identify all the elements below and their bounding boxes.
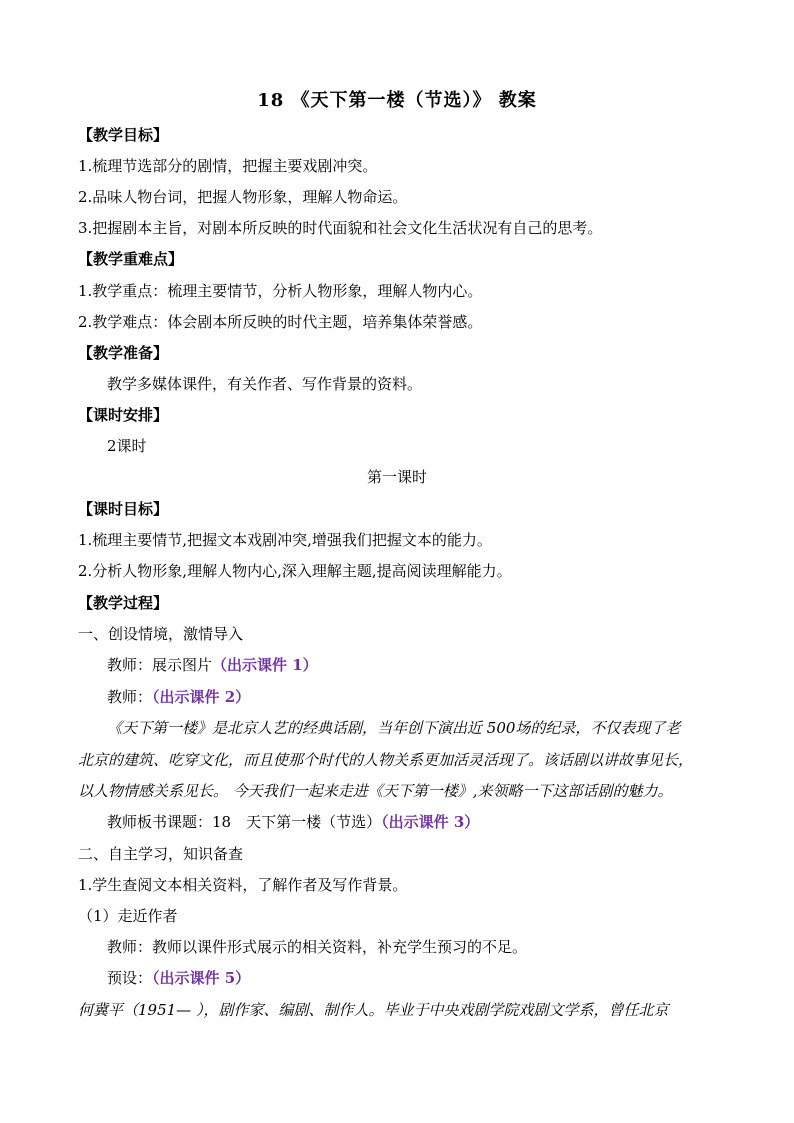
preset-line	[107, 967, 250, 988]
lesson-goal-2: 2.分析人物形象,理解人物内心,深入理解主题,提高阅读理解能力。	[78, 562, 512, 580]
part2-teacher-line: 教师：教师以课件形式展示的相关资料，补充学生预习的不足。	[107, 938, 528, 956]
intro-paragraph-line-1: 《天下第一楼》是北京人艺的经典话剧，当年创下演出近 500场的纪录，不仅表现了老	[107, 719, 681, 737]
lesson-goal-1: 1.梳理主要情节,把握文本戏剧冲突,增强我们把握文本的能力。	[78, 531, 492, 549]
board-line	[107, 811, 479, 832]
teacher-line-1-text: 教师：展示图片	[107, 656, 213, 674]
preset-line-text: 预设：	[107, 969, 153, 987]
courseware-tag-2: （出示课件 2）	[152, 688, 251, 706]
page-title: 18 《天下第一楼（节选）》 教案	[257, 90, 537, 111]
teacher-line-2	[107, 686, 250, 707]
prep-text: 教学多媒体课件，有关作者、写作背景的资料。	[107, 375, 423, 393]
part-heading-2: 二、自主学习，知识备查	[78, 845, 244, 863]
section-heading-goals: 【教学目标】	[78, 126, 169, 144]
intro-paragraph-line-2: 北京的建筑、吃穿文化，而且使那个时代的人物关系更加活灵活现了。该话剧以讲故事见长，	[78, 751, 694, 769]
section-heading-process: 【教学过程】	[78, 594, 169, 612]
time-text: 2课时	[107, 437, 147, 455]
section-heading-time: 【课时安排】	[78, 406, 169, 424]
board-line-text: 教师板书课题：18 天下第一楼（节选）	[107, 813, 382, 831]
section-heading-prep: 【教学准备】	[78, 344, 169, 362]
intro-paragraph-line-3: 以人物情感关系见长。 今天我们一起来走进《天下第一楼》,来领略一下这部话剧的魅力。	[78, 782, 673, 800]
author-intro-line: 何冀平（1951— ），剧作家、编剧、制作人。毕业于中央戏剧学院戏剧文学系，曾任北京	[78, 1001, 669, 1019]
goal-item-1: 1.梳理节选部分的剧情，把握主要戏剧冲突。	[78, 157, 378, 175]
goal-item-3: 3.把握剧本主旨，对剧本所反映的时代面貌和社会文化生活状况有自己的思考。	[78, 219, 603, 237]
lesson-heading: 第一课时	[366, 468, 427, 486]
teacher-line-2-text: 教师：	[107, 688, 153, 706]
key-item-2: 2.教学难点：体会剧本所反映的时代主题，培养集体荣誉感。	[78, 313, 483, 331]
section-heading-lesson-goals: 【课时目标】	[78, 500, 169, 518]
key-item-1: 1.教学重点：梳理主要情节，分析人物形象，理解人物内心。	[78, 282, 483, 300]
courseware-tag-1: （出示课件 1）	[212, 656, 318, 674]
part2-subheading: （1）走近作者	[78, 907, 178, 925]
part-heading-1: 一、创设情境，激情导入	[78, 625, 244, 643]
courseware-tag-5: （出示课件 5）	[152, 969, 251, 987]
goal-item-2: 2.品味人物台词，把握人物形象，理解人物命运。	[78, 188, 408, 206]
courseware-tag-3: （出示课件 3）	[381, 813, 480, 831]
part2-item-1: 1.学生查阅文本相关资料，了解作者及写作背景。	[78, 876, 408, 894]
teacher-line-1	[107, 654, 318, 675]
section-heading-key: 【教学重难点】	[78, 250, 184, 268]
